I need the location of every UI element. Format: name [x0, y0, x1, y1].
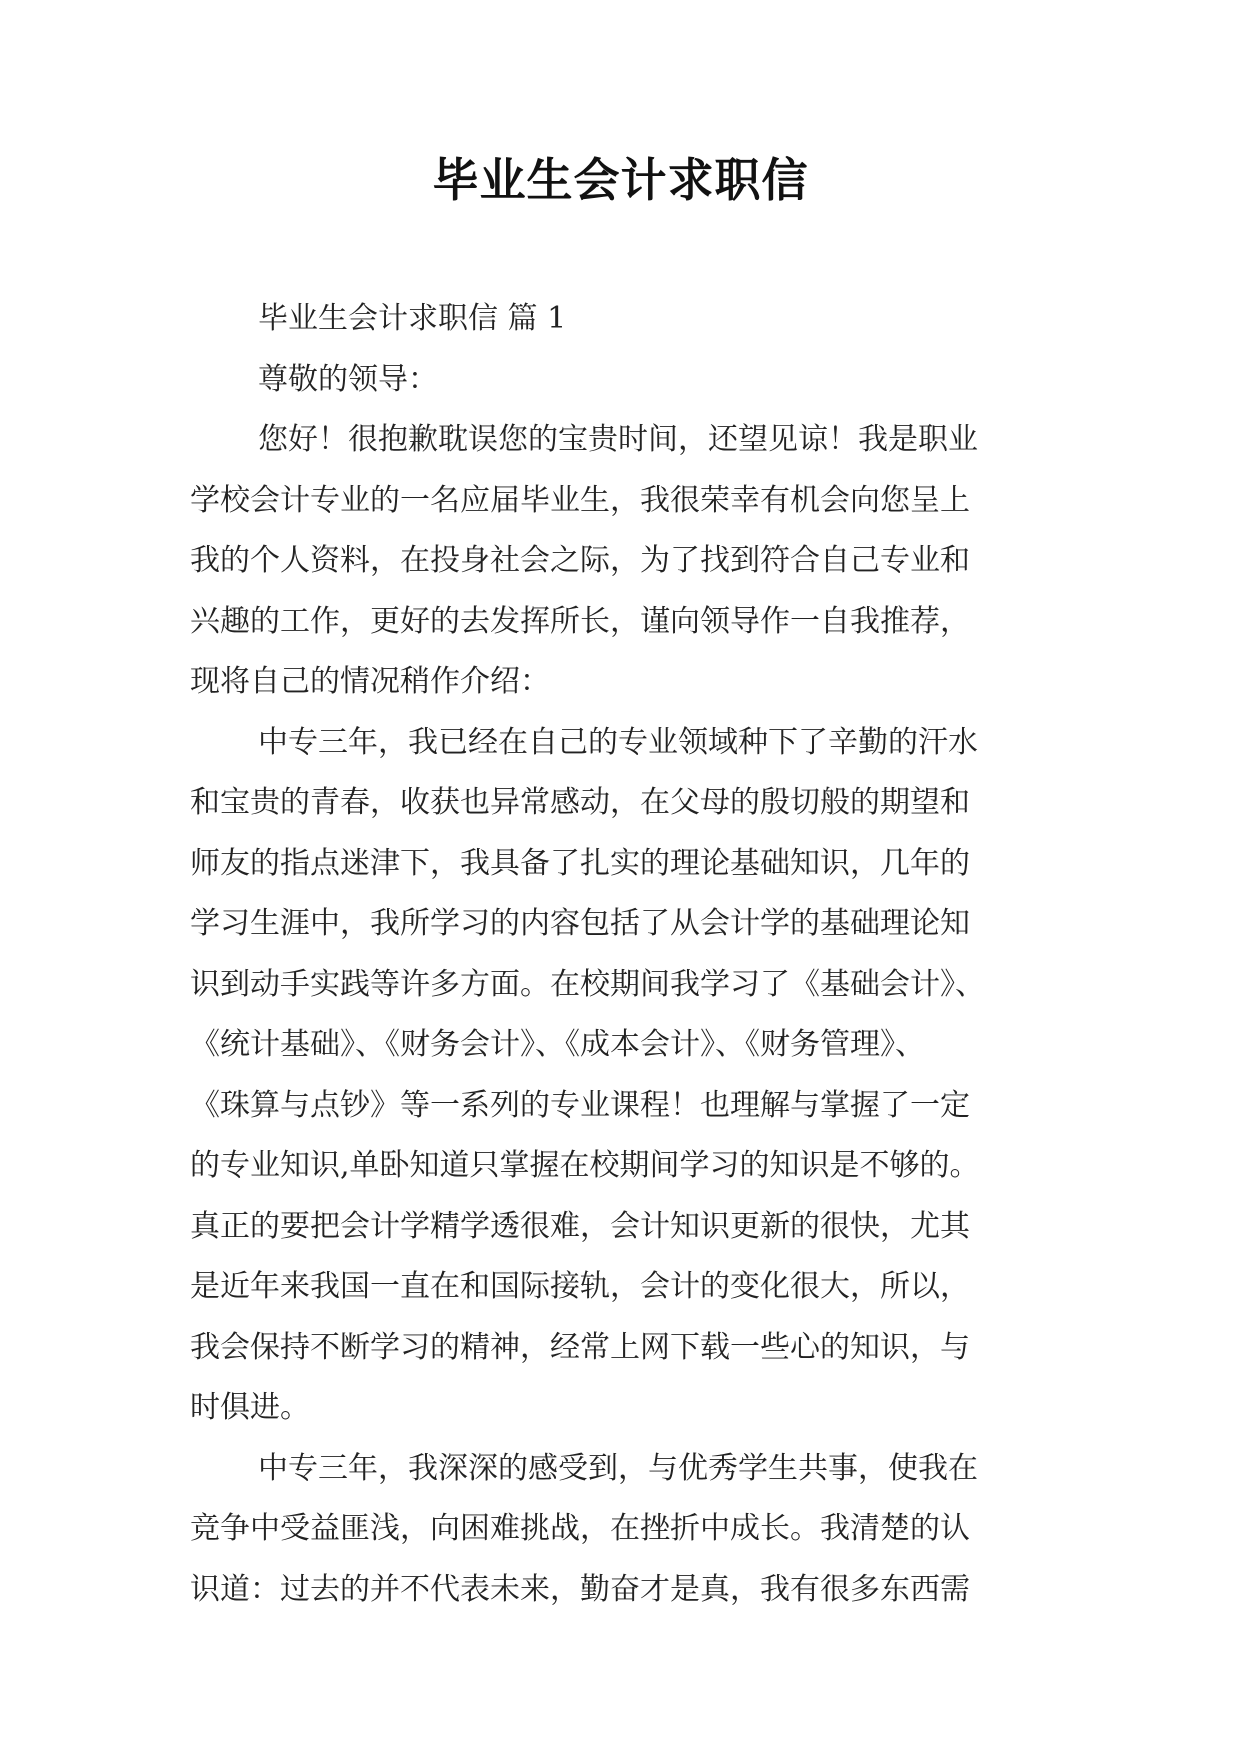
body-line: 兴趣的工作，更好的去发挥所长，谨向领导作一自我推荐， [190, 603, 970, 639]
body-line: 真正的要把会计学精学透很难，会计知识更新的很快，尤其 [190, 1208, 970, 1244]
body-line: 毕业生会计求职信 篇 1 [258, 301, 567, 336]
body-line: 《统计基础》、《财务会计》、《成本会计》、《财务管理》、 [190, 1027, 925, 1062]
body-line: 现将自己的情况稍作介绍： [190, 664, 550, 699]
body-line: 《珠算与点钞》等一系列的专业课程！也理解与掌握了一定 [190, 1087, 970, 1123]
body-line: 师友的指点迷津下，我具备了扎实的理论基础知识，几年的 [190, 845, 970, 881]
body-line: 我会保持不断学习的精神，经常上网下载一些心的知识，与 [190, 1329, 970, 1365]
body-line: 和宝贵的青春，收获也异常感动，在父母的殷切般的期望和 [190, 785, 970, 820]
body-line: 我的个人资料，在投身社会之际，为了找到符合自己专业和 [190, 543, 970, 578]
body-line: 尊敬的领导： [258, 361, 438, 397]
body-line: 识到动手实践等许多方面。在校期间我学习了《基础会计》、 [190, 966, 985, 1002]
document-body [190, 289, 1090, 1620]
body-line: 您好！很抱歉耽误您的宝贵时间，还望见谅！我是职业 [258, 422, 978, 457]
body-line: 是近年来我国一直在和国际接轨，会计的变化很大，所以， [190, 1269, 970, 1304]
document-title: 毕业生会计求职信 [432, 153, 809, 207]
body-line: 学校会计专业的一名应届毕业生，我很荣幸有机会向您呈上 [190, 482, 970, 518]
body-line: 识道：过去的并不代表未来，勤奋才是真，我有很多东西需 [190, 1571, 970, 1607]
body-line: 竞争中受益匪浅，向困难挑战，在挫折中成长。我清楚的认 [190, 1511, 970, 1546]
body-line: 的专业知识,单卧知道只掌握在校期间学习的知识是不够的。 [190, 1148, 980, 1183]
body-line: 中专三年，我已经在自己的专业领域种下了辛勤的汗水 [258, 724, 978, 760]
body-line: 中专三年，我深深的感受到，与优秀学生共事，使我在 [258, 1450, 978, 1486]
body-line: 时俱进。 [190, 1390, 310, 1425]
body-line: 学习生涯中，我所学习的内容包括了从会计学的基础理论知 [190, 906, 970, 941]
